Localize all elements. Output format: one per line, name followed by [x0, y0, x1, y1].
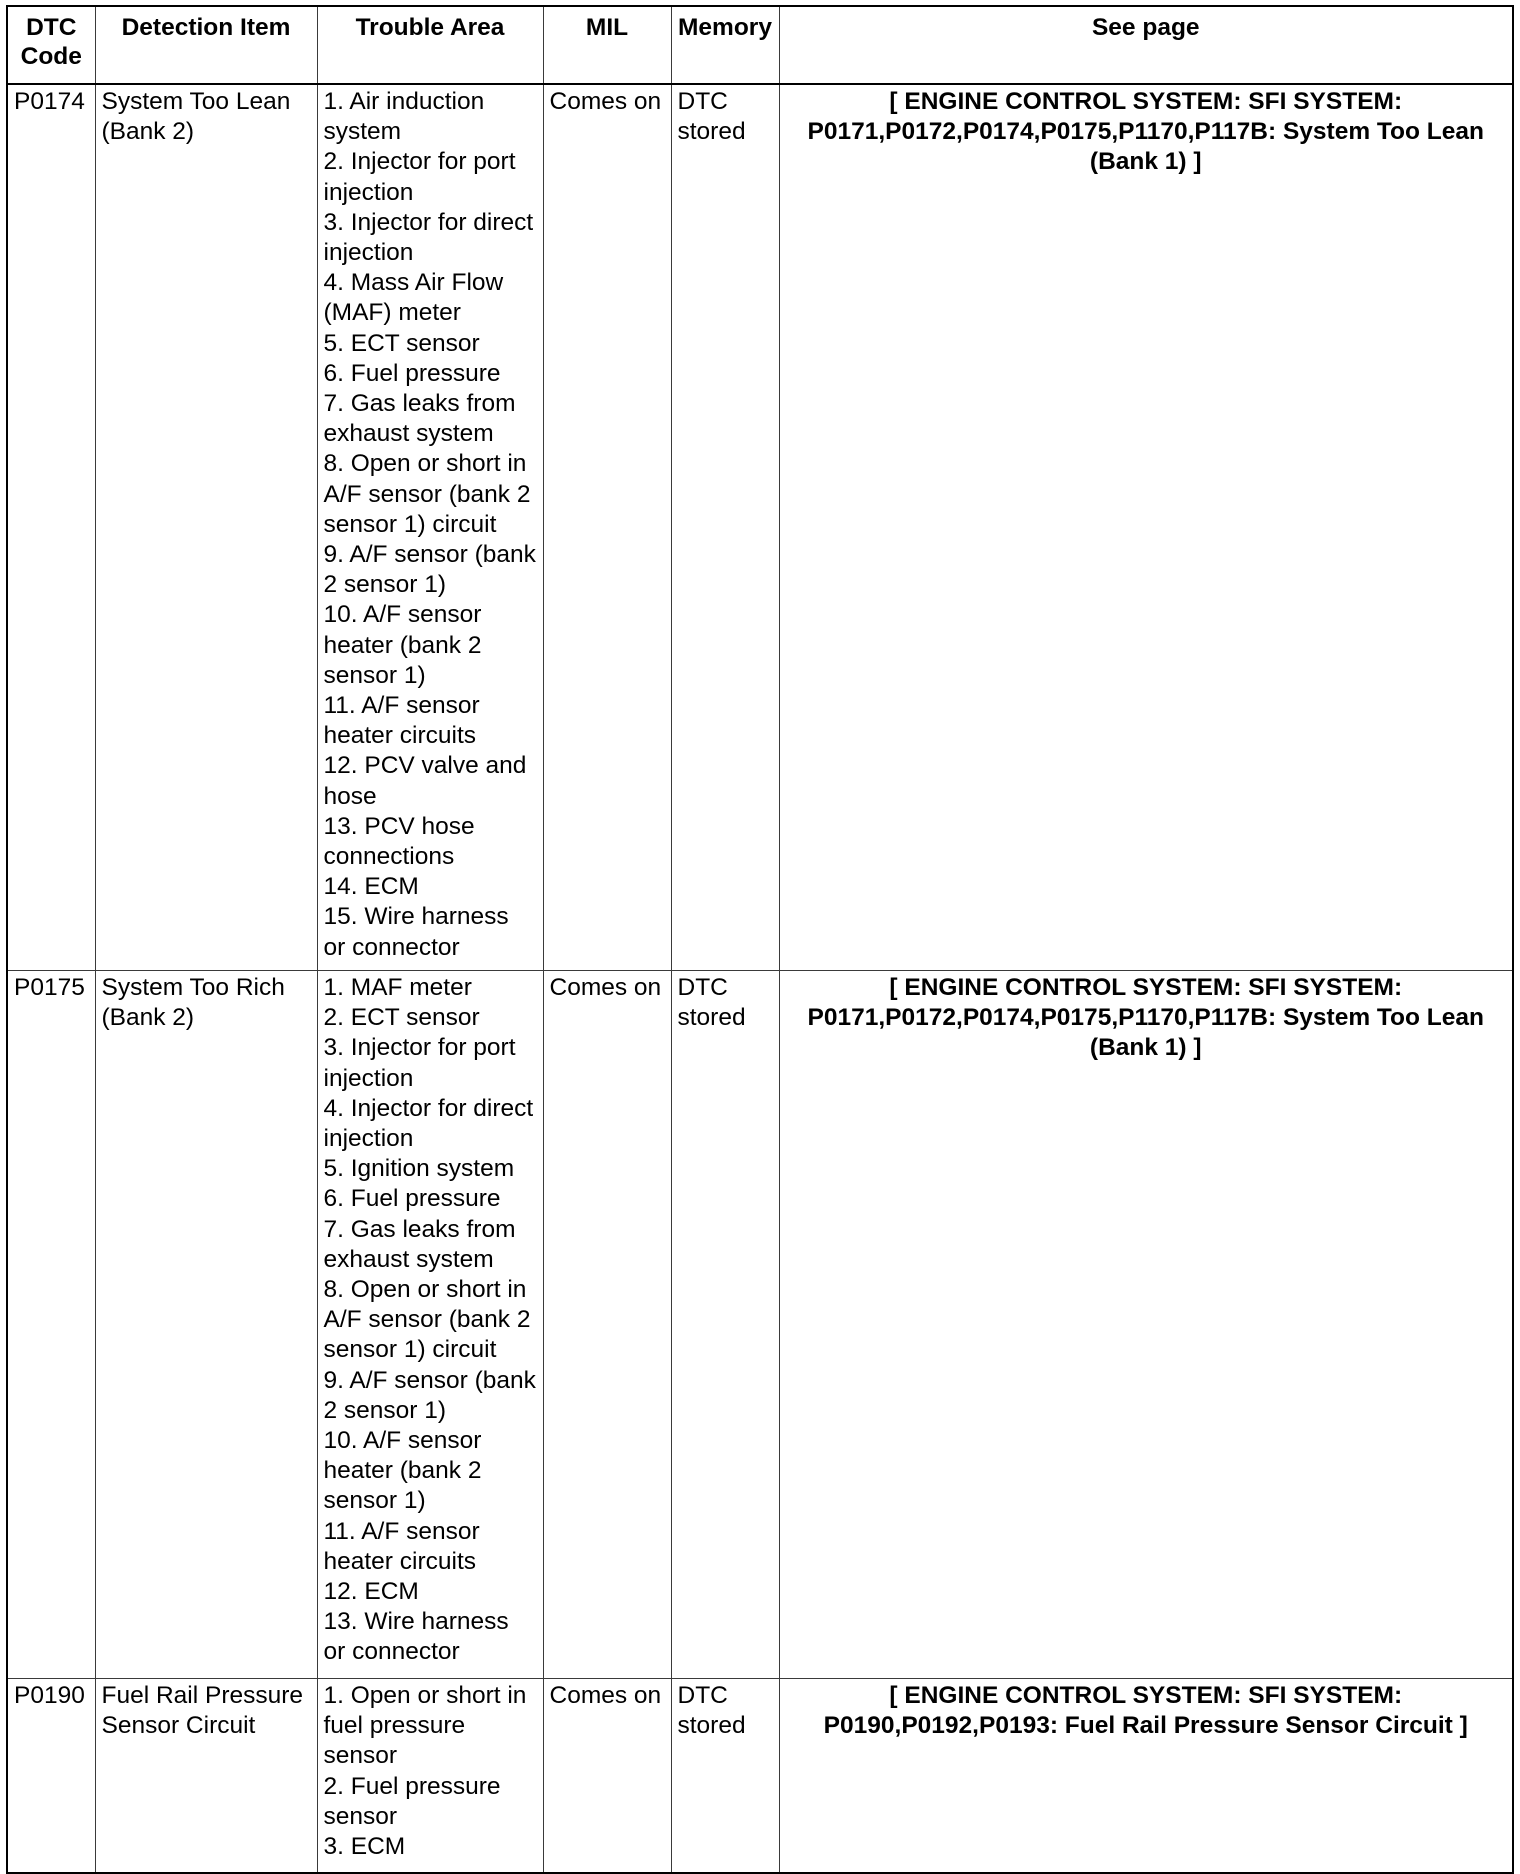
trouble-area-item: 3. Injector for port injection: [323, 1034, 516, 1092]
trouble-area-item: 2. ECT sensor: [323, 1004, 480, 1032]
trouble-area-item: 11. A/F sensor heater circuits: [323, 1517, 480, 1575]
trouble-area-item: 1. MAF meter: [323, 974, 472, 1001]
trouble-area-cell: [317, 1679, 543, 1874]
trouble-area-item: 13. PCV hose connections: [323, 812, 475, 871]
trouble-area-item: 15. Wire harness or connector: [323, 903, 509, 961]
trouble-area-item: 9. A/F sensor (bank 2 sensor 1): [323, 1366, 536, 1424]
memory-cell: DTC stored: [671, 1679, 779, 1874]
see-page-link[interactable]: [ ENGINE CONTROL SYSTEM: SFI SYSTEM: P0171,P0172,P0174,P0175,P1170,P117B: System Too Lean (Bank 1) ]: [779, 84, 1513, 971]
detection-item-cell: System Too Rich (Bank 2): [95, 971, 317, 1679]
trouble-area-cell: [317, 84, 543, 971]
trouble-area-item: 10. A/F sensor heater (bank 2 sensor 1): [323, 1427, 482, 1515]
trouble-area-item: 6. Fuel pressure: [323, 359, 501, 387]
table-row: [7, 1679, 1513, 1874]
trouble-area-item: 4. Mass Air Flow (MAF) meter: [323, 269, 504, 327]
dtc-code-cell: P0175: [7, 971, 95, 1679]
trouble-area-item: 11. A/F sensor heater circuits: [323, 692, 480, 750]
trouble-area-item: 3. ECM: [323, 1833, 406, 1861]
trouble-area-item: 3. Injector for direct injection: [323, 208, 534, 267]
detection-item-cell: System Too Lean (Bank 2): [95, 84, 317, 971]
trouble-area-item: 8. Open or short in A/F sensor (bank 2 sensor 1) circuit: [323, 450, 531, 538]
trouble-area-item: 2. Fuel pressure sensor: [323, 1772, 501, 1830]
table-row: [7, 971, 1513, 1679]
header-row: [7, 6, 1513, 84]
detection-item-cell: Fuel Rail Pressure Sensor Circuit: [95, 1679, 317, 1874]
dtc-code-cell: P0174: [7, 84, 95, 971]
mil-cell: Comes on: [543, 1679, 671, 1874]
trouble-area-item: 7. Gas leaks from exhaust system: [323, 1215, 516, 1273]
header-see-page: See page: [779, 6, 1513, 84]
trouble-area-item: 10. A/F sensor heater (bank 2 sensor 1): [323, 601, 482, 689]
header-mil: MIL: [543, 6, 671, 84]
trouble-area-item: 12. PCV valve and hose: [323, 752, 527, 810]
header-dtc-code: DTC Code: [7, 6, 95, 84]
dtc-table: [6, 5, 1514, 1874]
table-row: [7, 84, 1513, 971]
header-trouble-area: Trouble Area: [317, 6, 543, 84]
see-page-link[interactable]: [ ENGINE CONTROL SYSTEM: SFI SYSTEM: P0171,P0172,P0174,P0175,P1170,P117B: System Too Lean (Bank 1) ]: [779, 971, 1513, 1679]
header-detection-item: Detection Item: [95, 6, 317, 84]
see-page-link[interactable]: [ ENGINE CONTROL SYSTEM: SFI SYSTEM: P0190,P0192,P0193: Fuel Rail Pressure Sensor Circuit ]: [779, 1679, 1513, 1874]
trouble-area-item: 6. Fuel pressure: [323, 1185, 501, 1213]
memory-cell: DTC stored: [671, 971, 779, 1679]
trouble-area-item: 4. Injector for direct injection: [323, 1094, 534, 1153]
trouble-area-item: 1. Open or short in fuel pressure sensor: [323, 1682, 527, 1770]
trouble-area-item: 7. Gas leaks from exhaust system: [323, 390, 516, 448]
trouble-area-item: 1. Air induction system: [323, 88, 485, 146]
memory-cell: DTC stored: [671, 84, 779, 971]
trouble-area-item: 8. Open or short in A/F sensor (bank 2 sensor 1) circuit: [323, 1276, 531, 1364]
trouble-area-item: 14. ECM: [323, 873, 419, 901]
trouble-area-item: 5. Ignition system: [323, 1155, 515, 1183]
mil-cell: Comes on: [543, 84, 671, 971]
trouble-area-item: 12. ECM: [323, 1578, 419, 1606]
trouble-area-item: 9. A/F sensor (bank 2 sensor 1): [323, 541, 536, 599]
header-memory: Memory: [671, 6, 779, 84]
trouble-area-item: 13. Wire harness or connector: [323, 1608, 509, 1666]
trouble-area-item: 5. ECT sensor: [323, 329, 480, 357]
mil-cell: Comes on: [543, 971, 671, 1679]
trouble-area-cell: [317, 971, 543, 1679]
dtc-code-cell: P0190: [7, 1679, 95, 1874]
trouble-area-item: 2. Injector for port injection: [323, 148, 516, 206]
